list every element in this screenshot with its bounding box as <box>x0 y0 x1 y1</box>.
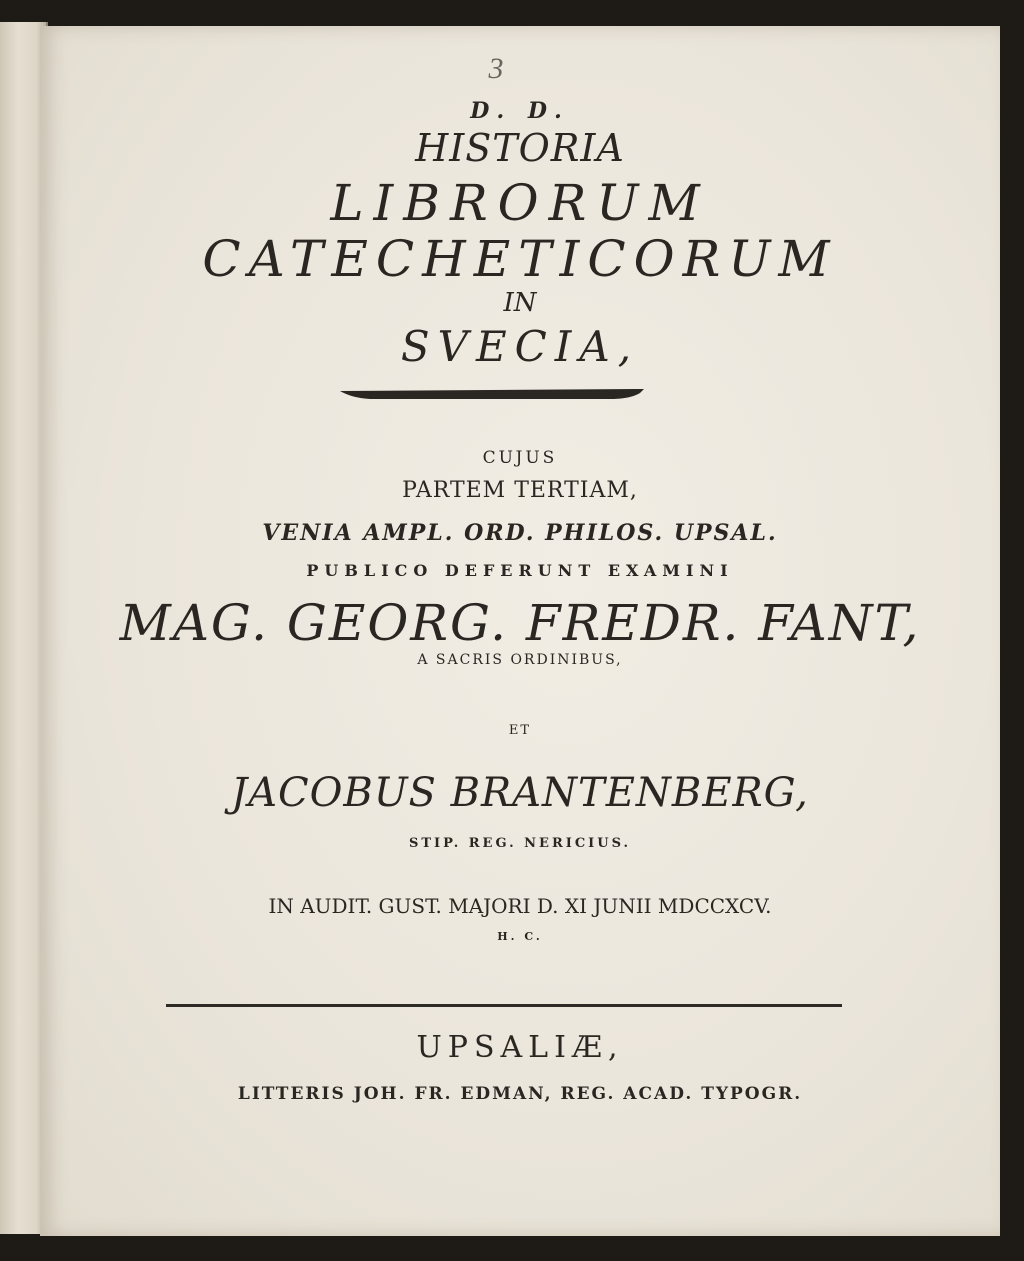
title-historia: HISTORIA <box>415 126 625 170</box>
respondent-brantenberg-note: STIP. REG. NERICIUS. <box>408 836 632 851</box>
imprint-city: UPSALIÆ, <box>416 1030 624 1065</box>
title-dd: D. D. <box>470 98 570 124</box>
ornamental-rule <box>340 388 644 400</box>
respondent-fant: MAG. GEORG. FREDR. FANT, <box>119 594 921 652</box>
imprint-printer: LITTERIS JOH. FR. EDMAN, REG. ACAD. TYPOGR. <box>237 1084 803 1104</box>
text-et: ET <box>508 723 532 738</box>
respondent-fant-note: A SACRIS ORDINIBUS, <box>417 652 623 668</box>
text-cujus: CUJUS <box>482 448 558 468</box>
title-catecheticorum: CATECHETICORUM <box>202 230 838 288</box>
respondent-brantenberg: JACOBUS BRANTENBERG, <box>231 770 809 816</box>
hora: H. C. <box>497 930 543 943</box>
text-publico: PUBLICO DEFERUNT EXAMINI <box>306 561 734 580</box>
title-librorum: LIBRORUM <box>330 174 710 232</box>
title-svecia: SVECIA, <box>400 322 640 371</box>
text-venia: VENIA AMPL. ORD. PHILOS. UPSAL. <box>262 520 778 546</box>
title-page <box>40 26 1000 1236</box>
page-number: 3 <box>488 52 504 85</box>
venue-date: IN AUDIT. GUST. MAJORI D. XI JUNII MDCCXCV. <box>268 894 772 918</box>
imprint-rule <box>166 1004 842 1007</box>
title-in: IN <box>503 288 537 318</box>
text-partem: PARTEM TERTIAM, <box>402 478 638 503</box>
